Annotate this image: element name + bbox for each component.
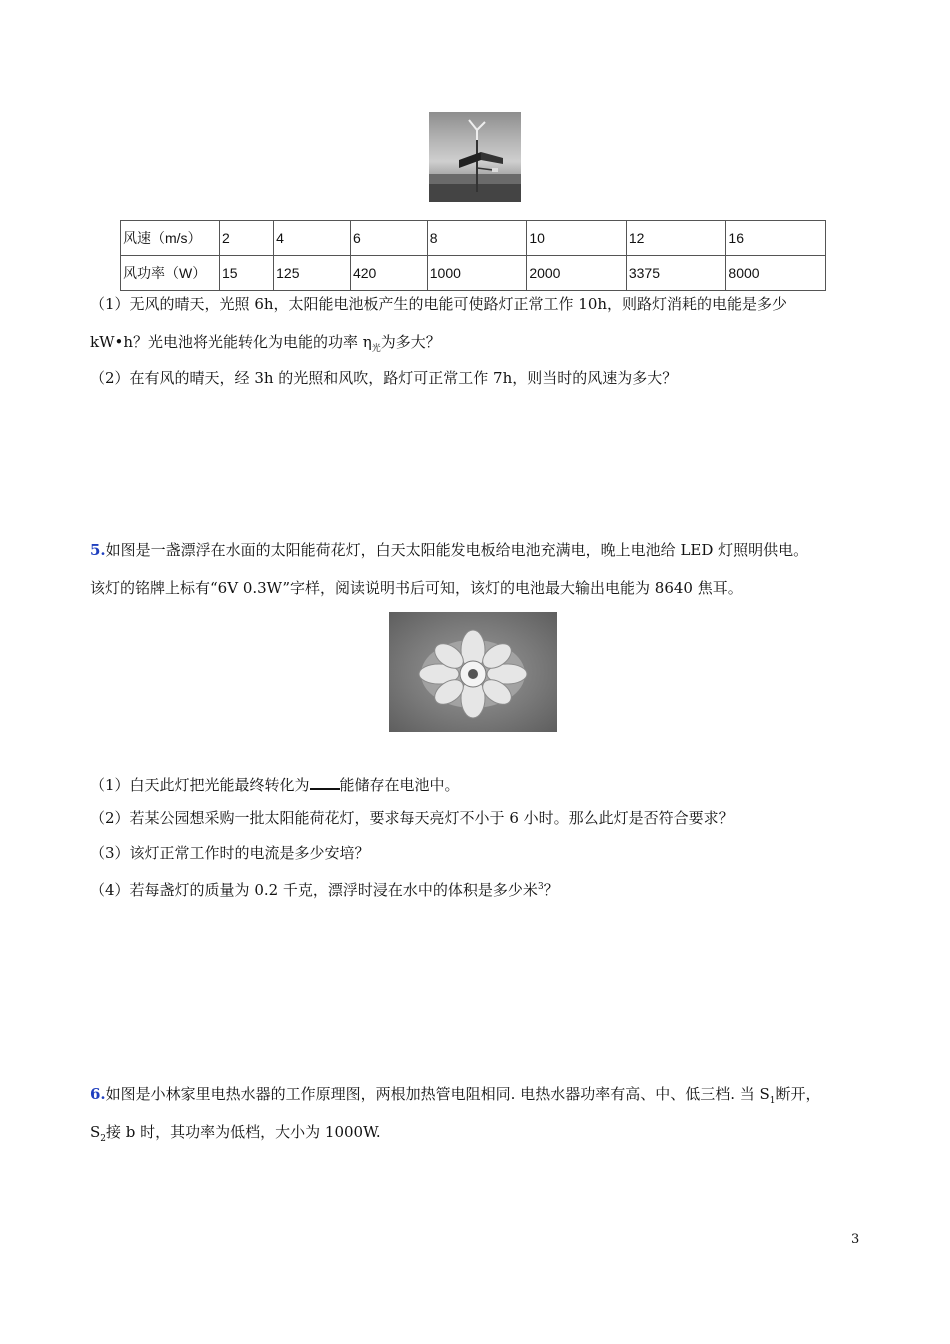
q5-intro-line2: 该灯的铭牌上标有“6V 0.3W”字样，阅读说明书后可知，该灯的电池最大输出电能为 8640 焦耳。 [90, 579, 743, 597]
page-number: 3 [851, 1232, 860, 1247]
table-cell: 420 [350, 256, 427, 291]
table-cell: 6 [350, 221, 427, 256]
subscript: 光 [371, 344, 381, 354]
q5-part3: （3）该灯正常工作时的电流是多少安培？ [90, 844, 370, 862]
q4-part1-line1: （1）无风的晴天，光照 6h，太阳能电池板产生的电能可使路灯正常工作 10h，则路灯消耗的电能是多少 [90, 295, 788, 313]
question-number: 6. [90, 1085, 106, 1103]
q6-intro-text-end: 断开， [775, 1085, 821, 1103]
table-cell: 8000 [726, 256, 826, 291]
q4-part1-line2-text-end: 为多大？ [380, 333, 441, 351]
table-cell: 125 [274, 256, 351, 291]
table-cell: 12 [626, 221, 726, 256]
question-number: 5. [90, 541, 106, 559]
superscript: 3 [537, 882, 544, 892]
wind-power-table [120, 220, 826, 291]
table-cell: 1000 [427, 256, 527, 291]
q5-part4 [90, 877, 559, 900]
q5-part1-text: （1）白天此灯把光能最终转化为 [90, 776, 310, 794]
q6-intro-line2 [90, 1122, 381, 1149]
q4-part2: （2）在有风的晴天，经 3h 的光照和风吹，路灯可正常工作 7h，则当时的风速为多大？ [90, 369, 678, 387]
q6-intro-text: S [90, 1123, 101, 1141]
q4-part1-line2 [90, 332, 441, 359]
q5-intro-line1 [90, 540, 808, 560]
q5-part4-text: （4）若每盏灯的质量为 0.2 千克，漂浮时浸在水中的体积是多少米 [90, 881, 538, 899]
q6-intro-text-end: 接 b 时，其功率为低档，大小为 1000W. [106, 1123, 381, 1141]
table-cell: 2000 [527, 256, 627, 291]
street-lamp-photo [429, 112, 521, 202]
table-row [121, 256, 826, 291]
table-cell: 4 [274, 221, 351, 256]
table-cell: 风功率（W） [121, 256, 220, 291]
q6-intro-line1 [90, 1084, 821, 1111]
fill-in-blank [310, 774, 340, 790]
table-cell: 15 [220, 256, 274, 291]
table-cell: 10 [527, 221, 627, 256]
subscript: 1 [769, 1096, 776, 1106]
q5-part4-text-end: ？ [543, 881, 559, 899]
table-cell: 8 [427, 221, 527, 256]
q5-part1-text-end: 能储存在电池中。 [339, 776, 460, 794]
table-cell: 16 [726, 221, 826, 256]
q5-part2: （2）若某公园想采购一批太阳能荷花灯，要求每天亮灯不小于 6 小时。那么此灯是否符合要求？ [90, 809, 734, 827]
table-cell: 风速（m/s） [121, 221, 220, 256]
table-cell: 2 [220, 221, 274, 256]
table-cell: 3375 [626, 256, 726, 291]
q6-intro-text: 如图是小林家里电热水器的工作原理图，两根加热管电阻相同. 电热水器功率有高、中、低三档. 当 S [105, 1085, 770, 1103]
lotus-lamp-photo [389, 612, 557, 732]
table-row [121, 221, 826, 256]
subscript: 2 [100, 1134, 107, 1144]
q5-intro-text: 如图是一盏漂浮在水面的太阳能荷花灯，白天太阳能发电板给电池充满电，晚上电池给 LED 灯照明供电。 [105, 541, 809, 559]
q4-part1-line2-text: kW•h？光电池将光能转化为电能的功率 η [90, 333, 372, 351]
q5-part1 [90, 774, 460, 795]
